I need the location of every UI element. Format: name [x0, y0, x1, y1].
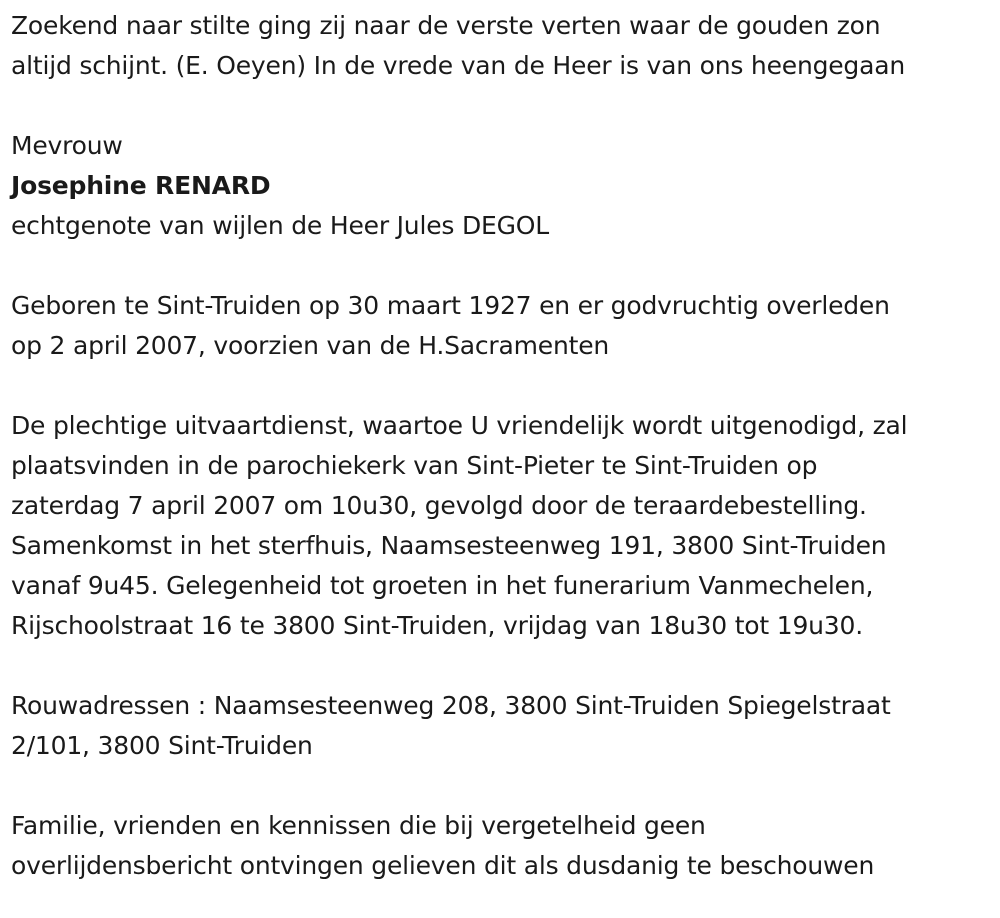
- birth-death-line: op 2 april 2007, voorzien van de H.Sacramenten: [11, 331, 610, 360]
- funeral-line: zaterdag 7 april 2007 om 10u30, gevolgd door de teraardebestelling.: [11, 491, 867, 520]
- intro-paragraph: [11, 6, 990, 86]
- birth-death-paragraph: [11, 286, 990, 366]
- spouse-line: echtgenote van wijlen de Heer Jules DEGOL: [11, 211, 549, 240]
- intro-line: altijd schijnt. (E. Oeyen) In de vrede van de Heer is van ons heengegaan: [11, 51, 905, 80]
- paragraph-spacer: [11, 246, 990, 286]
- funeral-line: De plechtige uitvaartdienst, waartoe U vriendelijk wordt uitgenodigd, zal: [11, 411, 908, 440]
- intro-line: Zoekend naar stilte ging zij naar de verste verten waar de gouden zon: [11, 11, 881, 40]
- birth-death-line: Geboren te Sint-Truiden op 30 maart 1927 en er godvruchtig overleden: [11, 291, 890, 320]
- addresses-line: Rouwadressen : Naamsesteenweg 208, 3800 Sint-Truiden Spiegelstraat: [11, 691, 891, 720]
- paragraph-spacer: [11, 766, 990, 806]
- funeral-line: Samenkomst in het sterfhuis, Naamsesteenweg 191, 3800 Sint-Truiden: [11, 531, 887, 560]
- funeral-paragraph: [11, 406, 990, 646]
- funeral-line: Rijschoolstraat 16 te 3800 Sint-Truiden, vrijdag van 18u30 tot 19u30.: [11, 611, 863, 640]
- addresses-line: 2/101, 3800 Sint-Truiden: [11, 731, 313, 760]
- paragraph-spacer: [11, 86, 990, 126]
- addresses-paragraph: [11, 686, 990, 766]
- deceased-name: Josephine RENARD: [11, 171, 271, 200]
- funeral-line: plaatsvinden in de parochiekerk van Sint-Pieter te Sint-Truiden op: [11, 451, 818, 480]
- funeral-line: vanaf 9u45. Gelegenheid tot groeten in het funerarium Vanmechelen,: [11, 571, 874, 600]
- paragraph-spacer: [11, 646, 990, 686]
- paragraph-spacer: [11, 366, 990, 406]
- deceased-title: Mevrouw: [11, 131, 123, 160]
- closing-line: overlijdensbericht ontvingen gelieven dit als dusdanig te beschouwen: [11, 851, 875, 880]
- closing-paragraph: [11, 806, 990, 886]
- closing-line: Familie, vrienden en kennissen die bij vergetelheid geen: [11, 811, 706, 840]
